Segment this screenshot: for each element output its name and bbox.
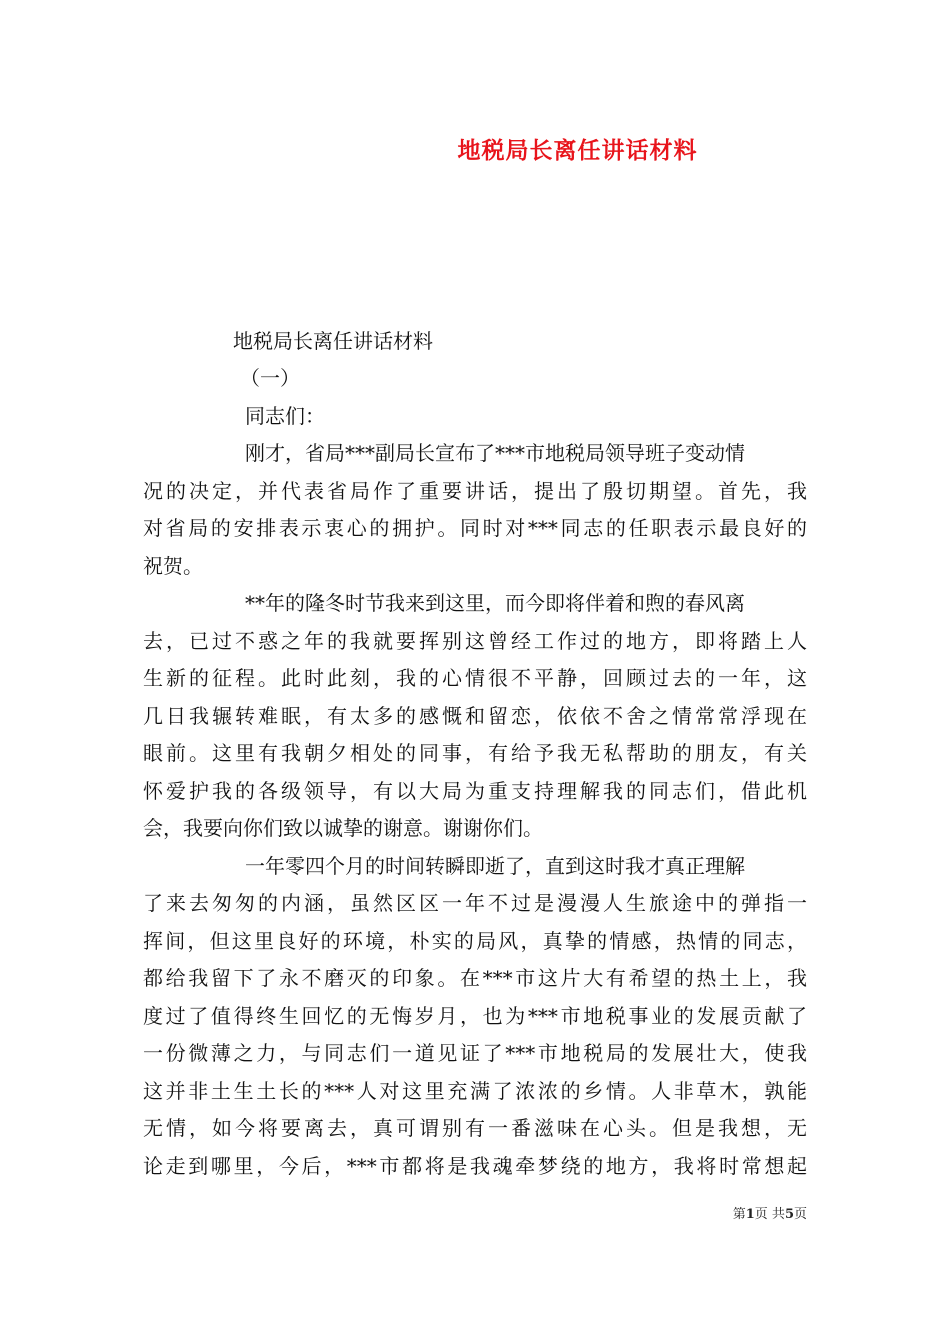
para1-line: 况的决定，并代表省局作了重要讲话，提出了殷切期望。首先，我 [143, 479, 807, 503]
page-footer [733, 1203, 807, 1222]
footer-middle: 页 共 [754, 1207, 785, 1222]
para3-line: 了来去匆匆的内涵，虽然区区一年不过是漫漫人生旅途中的弹指一 [143, 891, 807, 915]
para1-line: 祝贺。 [143, 554, 203, 578]
para2-line: 几日我辗转难眠，有太多的感慨和留恋，依依不舍之情常常浮现在 [143, 704, 807, 728]
document-title: 地税局长离任讲话材料 [457, 137, 698, 164]
para3-line: 论走到哪里，今后，***市都将是我魂牵梦绕的地方，我将时常想起 [143, 1154, 807, 1178]
para3-line: 这并非土生土长的***人对这里充满了浓浓的乡情。人非草木，孰能 [143, 1079, 807, 1103]
para3-line: 度过了值得终生回忆的无悔岁月，也为***市地税事业的发展贡献了 [143, 1004, 807, 1028]
subtitle: 地税局长离任讲话材料 [233, 329, 433, 353]
current-page-number: 1 [745, 1207, 755, 1222]
footer-prefix: 第 [732, 1207, 746, 1222]
para3-line: 无情，如今将要离去，真可谓别有一番滋味在心头。但是我想，无 [143, 1116, 807, 1140]
para2-line: 怀爱护我的各级领导，有以大局为重支持理解我的同志们，借此机 [143, 779, 807, 803]
para2-line: 去，已过不惑之年的我就要挥别这曾经工作过的地方，即将踏上人 [143, 629, 807, 653]
para1-line: 对省局的安排表示衷心的拥护。同时对***同志的任职表示最良好的 [143, 516, 807, 540]
para3-line: 一年零四个月的时间转瞬即逝了，直到这时我才真正理解 [245, 854, 745, 878]
para2-line: 眼前。这里有我朝夕相处的同事，有给予我无私帮助的朋友，有关 [143, 741, 807, 765]
section-number: （一） [240, 366, 300, 390]
footer-suffix: 页 [793, 1207, 807, 1222]
para3-line: 都给我留下了永不磨灭的印象。在***市这片大有希望的热土上，我 [143, 966, 807, 990]
para3-line: 一份微薄之力，与同志们一道见证了***市地税局的发展壮大，使我 [143, 1041, 807, 1065]
para2-line: **年的隆冬时节我来到这里，而今即将伴着和煦的春风离 [245, 591, 745, 615]
para2-line: 生新的征程。此时此刻，我的心情很不平静，回顾过去的一年，这 [143, 666, 807, 690]
para2-line: 会，我要向你们致以诚挚的谢意。谢谢你们。 [143, 816, 543, 840]
total-page-number: 5 [784, 1207, 794, 1222]
para3-line: 挥间，但这里良好的环境，朴实的局风，真挚的情感，热情的同志， [143, 929, 807, 953]
greeting: 同志们： [245, 404, 325, 428]
para1-line: 刚才，省局***副局长宣布了***市地税局领导班子变动情 [245, 441, 745, 465]
